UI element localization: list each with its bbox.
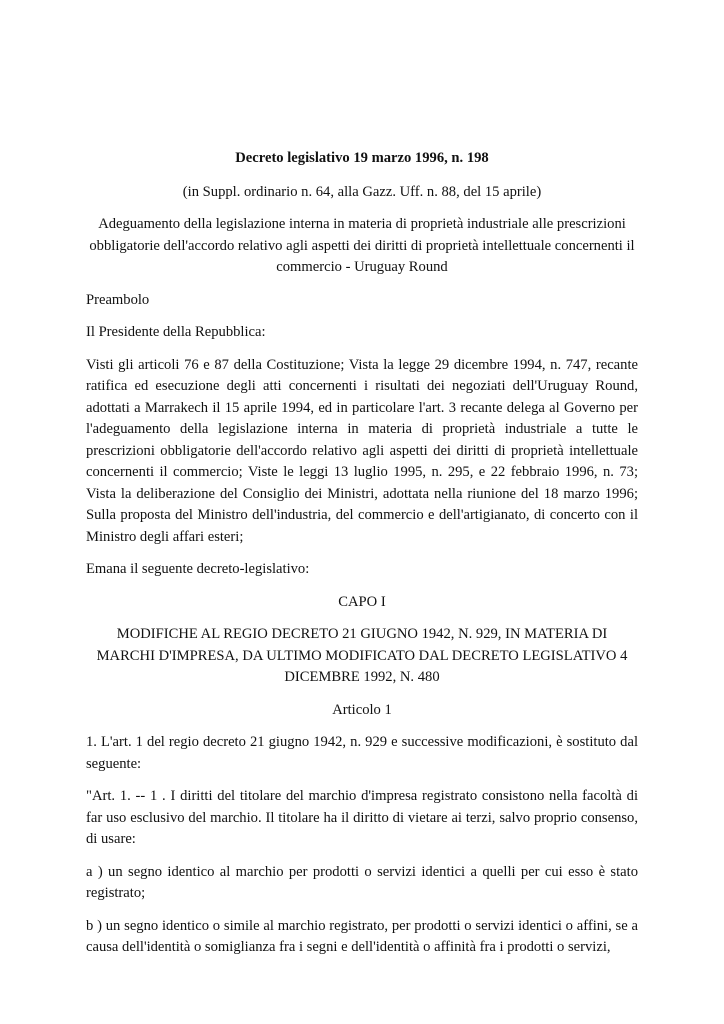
document-heading: Adeguamento della legislazione interna in materia di proprietà industriale alle prescrizioni obbligatorie dell'accordo relativo agli aspetti dei diritti di proprietà intellettuale concernenti il commercio - Uruguay Round <box>89 216 635 275</box>
article-paragraph: b ) un segno identico o simile al marchio registrato, per prodotti o servizi identici o affini, se a causa dell'identità o somiglianza fra i segni e dell'identità o affinità fra i prodotti o servizi, <box>86 917 638 955</box>
article-heading: Articolo 1 <box>332 701 392 718</box>
chapter-number: CAPO I <box>338 593 386 610</box>
document-subtitle: (in Suppl. ordinario n. 64, alla Gazz. Uff. n. 88, del 15 aprile) <box>182 183 542 200</box>
chapter-title: MODIFICHE AL REGIO DECRETO 21 GIUGNO 1942, N. 929, IN MATERIA DI MARCHI D'IMPRESA, DA ULTIMO MODIFICATO DAL DECRETO LEGISLATIVO 4 DICEMBRE 1992, N. 480 <box>96 626 628 685</box>
preamble-label: Preambolo <box>86 291 150 308</box>
article-paragraph: a ) un segno identico al marchio per prodotti o servizi identici a quelli per cui esso è stato registrato; <box>86 863 638 901</box>
recitals-paragraph: Visti gli articoli 76 e 87 della Costituzione; Vista la legge 29 dicembre 1994, n. 747, recante ratifica ed esecuzione degli atti concernenti i risultati dei negoziati dell'Uruguay Round, adottati a Marrakech il 15 aprile 1994, ed in particolare l'art. 3 recante delega al Governo per l'adeguamento della legislazione interna in materia di proprietà industriale a tutte le prescrizioni obbligatorie dell'accordo relativo agli aspetti dei diritti di proprietà intellettuale concernenti il commercio; Viste le leggi 13 luglio 1995, n. 295, e 22 febbraio 1996, n. 73; Vista la deliberazione del Consiglio dei Ministri, adottata nella riunione del 18 marzo 1996; Sulla proposta del Ministro dell'industria, del commercio e dell'artigianato, di concerto con il Ministro degli affari esteri; <box>86 356 638 545</box>
document-page <box>86 148 638 959</box>
article-paragraph: 1. L'art. 1 del regio decreto 21 giugno 1942, n. 929 e successive modificazioni, è sostituto dal seguente: <box>86 734 638 772</box>
enactment-line: Emana il seguente decreto-legislativo: <box>86 561 310 577</box>
document-title: Decreto legislativo 19 marzo 1996, n. 198 <box>235 150 489 166</box>
article-paragraph: "Art. 1. -- 1 . I diritti del titolare del marchio d'impresa registrato consistono nella facoltà di far uso esclusivo del marchio. Il titolare ha il diritto di vietare ai terzi, salvo proprio consenso, di usare: <box>86 788 638 847</box>
president-line: Il Presidente della Repubblica: <box>86 324 266 340</box>
